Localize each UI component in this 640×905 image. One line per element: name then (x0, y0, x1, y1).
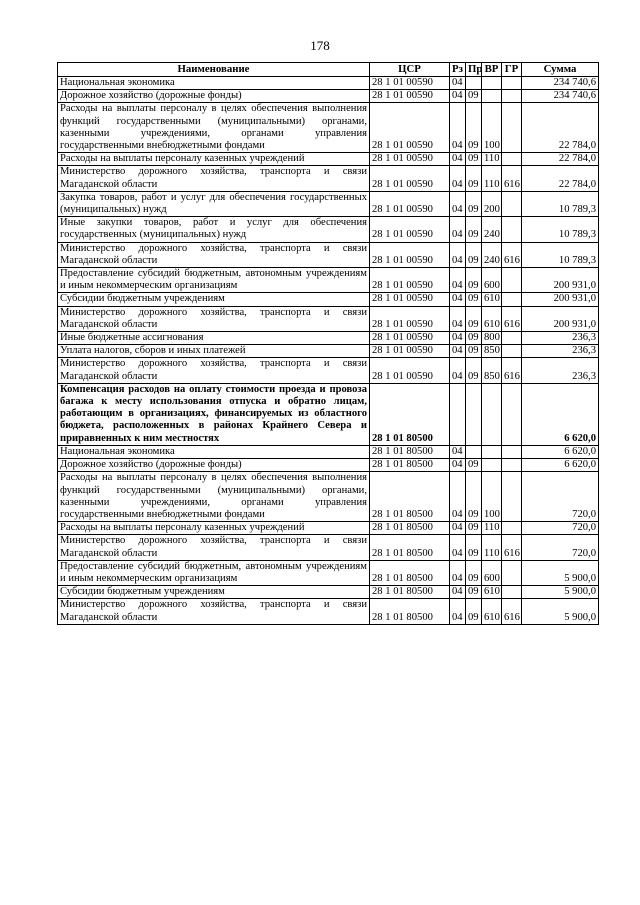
cell-vr (482, 445, 502, 458)
cell-pr: 09 (466, 242, 482, 267)
table-row (58, 166, 599, 191)
cell-sum: 200 931,0 (522, 306, 599, 331)
cell-sum: 5 900,0 (522, 560, 599, 585)
cell-sum: 10 789,3 (522, 242, 599, 267)
cell-name: Министерство дорожного хозяйства, транспорта и связи Магаданской области (58, 166, 370, 191)
cell-sum: 10 789,3 (522, 217, 599, 242)
cell-sum: 720,0 (522, 522, 599, 535)
cell-csr: 28 1 01 00590 (370, 306, 450, 331)
cell-pr: 09 (466, 345, 482, 358)
cell-gr (502, 459, 522, 472)
header-csr: ЦСР (370, 63, 450, 77)
cell-rz: 04 (450, 332, 466, 345)
table-row (58, 103, 599, 153)
cell-vr (482, 90, 502, 103)
cell-pr: 09 (466, 103, 482, 153)
cell-csr: 28 1 01 80500 (370, 445, 450, 458)
table-row (58, 293, 599, 306)
cell-name: Расходы на выплаты персоналу в целях обеспечения выполнения функций государственными (муниципальными) органами, казенными учреждениями, органами управления государственными внебюджетными фондами (58, 472, 370, 522)
cell-sum: 200 931,0 (522, 268, 599, 293)
cell-rz (450, 383, 466, 445)
cell-pr: 09 (466, 306, 482, 331)
cell-sum: 720,0 (522, 472, 599, 522)
cell-sum: 200 931,0 (522, 293, 599, 306)
table-row (58, 560, 599, 585)
cell-sum: 236,3 (522, 332, 599, 345)
cell-vr: 610 (482, 293, 502, 306)
cell-gr (502, 560, 522, 585)
cell-csr: 28 1 01 00590 (370, 191, 450, 216)
table-row (58, 306, 599, 331)
cell-vr: 240 (482, 217, 502, 242)
cell-gr (502, 90, 522, 103)
cell-name: Иные бюджетные ассигнования (58, 332, 370, 345)
cell-vr: 800 (482, 332, 502, 345)
cell-pr: 09 (466, 332, 482, 345)
cell-vr: 100 (482, 103, 502, 153)
cell-name: Министерство дорожного хозяйства, транспорта и связи Магаданской области (58, 242, 370, 267)
cell-pr: 09 (466, 472, 482, 522)
cell-vr: 200 (482, 191, 502, 216)
cell-rz: 04 (450, 217, 466, 242)
cell-rz: 04 (450, 445, 466, 458)
cell-name: Субсидии бюджетным учреждениям (58, 586, 370, 599)
cell-rz: 04 (450, 191, 466, 216)
cell-gr: 616 (502, 242, 522, 267)
table-row (58, 77, 599, 90)
cell-sum: 234 740,6 (522, 77, 599, 90)
cell-pr: 09 (466, 217, 482, 242)
cell-sum: 236,3 (522, 345, 599, 358)
cell-gr (502, 345, 522, 358)
cell-rz: 04 (450, 153, 466, 166)
cell-sum: 236,3 (522, 358, 599, 383)
cell-vr: 610 (482, 306, 502, 331)
cell-csr: 28 1 01 00590 (370, 293, 450, 306)
header-name: Наименование (58, 63, 370, 77)
table-row (58, 268, 599, 293)
cell-sum: 22 784,0 (522, 166, 599, 191)
cell-gr (502, 268, 522, 293)
cell-gr (502, 191, 522, 216)
cell-pr: 09 (466, 599, 482, 624)
cell-gr (502, 472, 522, 522)
table-row (58, 472, 599, 522)
cell-csr: 28 1 01 80500 (370, 560, 450, 585)
cell-sum: 6 620,0 (522, 459, 599, 472)
cell-rz: 04 (450, 472, 466, 522)
cell-name: Министерство дорожного хозяйства, транспорта и связи Магаданской области (58, 535, 370, 560)
cell-vr: 610 (482, 599, 502, 624)
cell-gr (502, 217, 522, 242)
cell-rz: 04 (450, 535, 466, 560)
cell-rz: 04 (450, 242, 466, 267)
header-pr: Пр (466, 63, 482, 77)
cell-pr: 09 (466, 153, 482, 166)
cell-name: Дорожное хозяйство (дорожные фонды) (58, 90, 370, 103)
header-vr: ВР (482, 63, 502, 77)
cell-rz: 04 (450, 345, 466, 358)
cell-gr (502, 383, 522, 445)
table-header-row (58, 63, 599, 77)
cell-name: Закупка товаров, работ и услуг для обеспечения государственных (муниципальных) нужд (58, 191, 370, 216)
cell-csr: 28 1 01 00590 (370, 242, 450, 267)
cell-gr: 616 (502, 166, 522, 191)
budget-table (57, 62, 599, 625)
cell-sum: 234 740,6 (522, 90, 599, 103)
cell-vr: 110 (482, 153, 502, 166)
cell-gr (502, 522, 522, 535)
cell-name: Министерство дорожного хозяйства, транспорта и связи Магаданской области (58, 358, 370, 383)
cell-csr: 28 1 01 00590 (370, 332, 450, 345)
cell-vr: 100 (482, 472, 502, 522)
cell-sum: 6 620,0 (522, 383, 599, 445)
cell-vr (482, 77, 502, 90)
cell-sum: 5 900,0 (522, 586, 599, 599)
cell-gr (502, 586, 522, 599)
cell-rz: 04 (450, 103, 466, 153)
cell-vr: 600 (482, 560, 502, 585)
cell-vr: 600 (482, 268, 502, 293)
cell-pr: 09 (466, 90, 482, 103)
cell-rz: 04 (450, 599, 466, 624)
cell-gr: 616 (502, 535, 522, 560)
cell-rz: 04 (450, 560, 466, 585)
cell-name: Расходы на выплаты персоналу в целях обеспечения выполнения функций государственными (муниципальными) органами, казенными учреждениями, органами управления государственными внебюджетными фондами (58, 103, 370, 153)
table-row (58, 459, 599, 472)
cell-pr: 09 (466, 586, 482, 599)
cell-gr (502, 445, 522, 458)
table-row (58, 217, 599, 242)
table-row (58, 383, 599, 445)
cell-csr: 28 1 01 00590 (370, 268, 450, 293)
cell-name: Иные закупки товаров, работ и услуг для обеспечения государственных (муниципальных) нужд (58, 217, 370, 242)
cell-pr: 09 (466, 459, 482, 472)
cell-rz: 04 (450, 459, 466, 472)
cell-pr: 09 (466, 293, 482, 306)
cell-csr: 28 1 01 80500 (370, 472, 450, 522)
cell-rz: 04 (450, 268, 466, 293)
table-row (58, 332, 599, 345)
cell-vr: 850 (482, 345, 502, 358)
cell-gr (502, 103, 522, 153)
cell-vr: 110 (482, 522, 502, 535)
cell-pr (466, 383, 482, 445)
cell-csr: 28 1 01 80500 (370, 459, 450, 472)
cell-rz: 04 (450, 166, 466, 191)
cell-csr: 28 1 01 00590 (370, 217, 450, 242)
cell-csr: 28 1 01 80500 (370, 383, 450, 445)
cell-pr: 09 (466, 522, 482, 535)
cell-name: Дорожное хозяйство (дорожные фонды) (58, 459, 370, 472)
cell-pr: 09 (466, 166, 482, 191)
cell-gr (502, 332, 522, 345)
cell-csr: 28 1 01 00590 (370, 166, 450, 191)
table-row (58, 358, 599, 383)
cell-rz: 04 (450, 90, 466, 103)
cell-vr (482, 383, 502, 445)
cell-name: Министерство дорожного хозяйства, транспорта и связи Магаданской области (58, 599, 370, 624)
cell-name: Расходы на выплаты персоналу казенных учреждений (58, 522, 370, 535)
cell-name: Субсидии бюджетным учреждениям (58, 293, 370, 306)
cell-gr (502, 293, 522, 306)
cell-pr: 09 (466, 358, 482, 383)
cell-csr: 28 1 01 00590 (370, 77, 450, 90)
cell-pr: 09 (466, 191, 482, 216)
cell-vr: 240 (482, 242, 502, 267)
header-gr: ГР (502, 63, 522, 77)
cell-pr: 09 (466, 560, 482, 585)
table-row (58, 242, 599, 267)
cell-rz: 04 (450, 586, 466, 599)
table-row (58, 191, 599, 216)
cell-vr (482, 459, 502, 472)
cell-rz: 04 (450, 522, 466, 535)
cell-rz: 04 (450, 358, 466, 383)
cell-csr: 28 1 01 00590 (370, 345, 450, 358)
table-row (58, 522, 599, 535)
cell-csr: 28 1 01 00590 (370, 90, 450, 103)
cell-sum: 10 789,3 (522, 191, 599, 216)
table-row (58, 535, 599, 560)
cell-pr: 09 (466, 535, 482, 560)
cell-sum: 6 620,0 (522, 445, 599, 458)
cell-gr (502, 77, 522, 90)
table-row (58, 445, 599, 458)
header-rz: Рз (450, 63, 466, 77)
header-sum: Сумма (522, 63, 599, 77)
cell-csr: 28 1 01 80500 (370, 599, 450, 624)
table-row (58, 153, 599, 166)
cell-name: Национальная экономика (58, 445, 370, 458)
cell-name: Расходы на выплаты персоналу казенных учреждений (58, 153, 370, 166)
cell-csr: 28 1 01 80500 (370, 522, 450, 535)
cell-vr: 110 (482, 166, 502, 191)
cell-csr: 28 1 01 80500 (370, 586, 450, 599)
cell-name: Министерство дорожного хозяйства, транспорта и связи Магаданской области (58, 306, 370, 331)
cell-vr: 610 (482, 586, 502, 599)
cell-sum: 22 784,0 (522, 153, 599, 166)
cell-csr: 28 1 01 00590 (370, 153, 450, 166)
cell-pr (466, 77, 482, 90)
table-row (58, 90, 599, 103)
cell-vr: 850 (482, 358, 502, 383)
cell-pr (466, 445, 482, 458)
cell-csr: 28 1 01 00590 (370, 103, 450, 153)
cell-name: Предоставление субсидий бюджетным, автономным учреждениям и иным некоммерческим организациям (58, 268, 370, 293)
cell-gr: 616 (502, 599, 522, 624)
cell-csr: 28 1 01 80500 (370, 535, 450, 560)
page-number: 178 (310, 38, 330, 53)
cell-vr: 110 (482, 535, 502, 560)
table-row (58, 599, 599, 624)
cell-name: Компенсация расходов на оплату стоимости проезда и провоза багажа к месту использования отпуска и обратно лицам, работающим в организациях, финансируемых из областного бюджета, расположенных в районах Крайнего Севера и приравненных к ним местностях (58, 383, 370, 445)
cell-rz: 04 (450, 293, 466, 306)
cell-gr (502, 153, 522, 166)
cell-rz: 04 (450, 306, 466, 331)
cell-name: Предоставление субсидий бюджетным, автономным учреждениям и иным некоммерческим организациям (58, 560, 370, 585)
table-row (58, 345, 599, 358)
cell-gr: 616 (502, 306, 522, 331)
cell-sum: 720,0 (522, 535, 599, 560)
cell-sum: 22 784,0 (522, 103, 599, 153)
cell-name: Уплата налогов, сборов и иных платежей (58, 345, 370, 358)
cell-csr: 28 1 01 00590 (370, 358, 450, 383)
cell-gr: 616 (502, 358, 522, 383)
cell-rz: 04 (450, 77, 466, 90)
cell-pr: 09 (466, 268, 482, 293)
table-row (58, 586, 599, 599)
cell-sum: 5 900,0 (522, 599, 599, 624)
cell-name: Национальная экономика (58, 77, 370, 90)
